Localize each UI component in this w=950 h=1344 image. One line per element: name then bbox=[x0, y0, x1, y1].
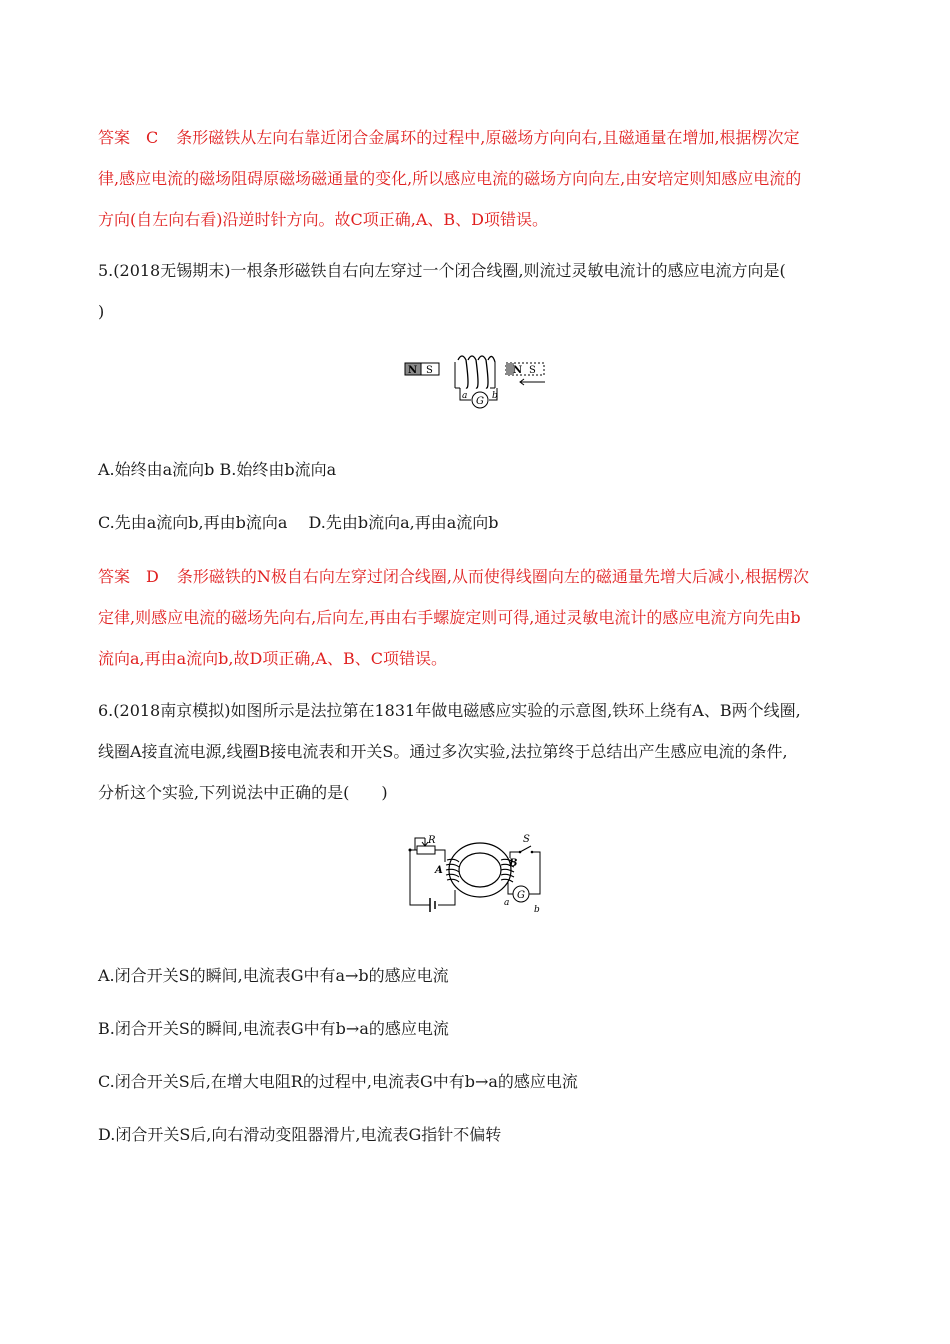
q6-stem-line-1: 6.(2018南京模拟)如图所示是法拉第在1831年做电磁感应实验的示意图,铁环上绕有A、B两个线圈, bbox=[98, 701, 801, 720]
resistor-label: R bbox=[428, 835, 436, 846]
switch-label: S bbox=[523, 834, 530, 845]
battery-icon bbox=[430, 898, 435, 912]
q6-stem-line-3: 分析这个实验,下列说法中正确的是( ) bbox=[98, 783, 388, 802]
q5-option-line-2: C.先由a流向b,再由b流向a D.先由b流向a,再由a流向b bbox=[98, 513, 499, 532]
junction-dot bbox=[409, 849, 412, 852]
q6-option-d-text: D.闭合开关S后,向右滑动变阻器滑片,电流表G指针不偏转 bbox=[98, 1125, 502, 1144]
q5-answer bbox=[98, 556, 858, 679]
q5-stem-line-2: ) bbox=[98, 302, 105, 321]
q6-stem-line-2: 线圈A接直流电源,线圈B接电流表和开关S。通过多次实验,法拉第终于总结出产生感应电流的条件, bbox=[98, 742, 788, 761]
terminal-b-label: b bbox=[492, 391, 498, 401]
answer-key: 答案 bbox=[98, 128, 131, 147]
q6-option-a bbox=[98, 955, 858, 996]
q5-stem-line-1: 5.(2018无锡期末)一根条形磁铁自右向左穿过一个闭合线圈,则流过灵敏电流计的感应电流方向是( bbox=[98, 261, 786, 280]
meter-label: G bbox=[476, 396, 484, 407]
terminal-b-label: b bbox=[534, 905, 540, 914]
terminal-a-label: a bbox=[504, 898, 510, 908]
q5-option-cd bbox=[98, 502, 858, 543]
magnet-right-n-label: N bbox=[513, 365, 523, 376]
q4-answer-line-3: 方向(自左向右看)沿逆时针方向。故C项正确,A、B、D项错误。 bbox=[98, 210, 548, 229]
arrow-left-icon bbox=[520, 379, 545, 385]
coil-a-windings bbox=[446, 859, 459, 882]
switch-icon bbox=[520, 846, 531, 852]
iron-ring-inner bbox=[459, 853, 501, 887]
answer-key: 答案 bbox=[98, 567, 131, 586]
coil-a-label: A bbox=[435, 865, 443, 876]
coil-b-label: B bbox=[509, 858, 518, 869]
q5-answer-line-1 bbox=[98, 556, 858, 597]
q5-option-ab bbox=[98, 449, 858, 490]
magnet-left-s-label: S bbox=[426, 365, 433, 376]
q6-option-b bbox=[98, 1008, 858, 1049]
magnet-right-s-label: S bbox=[529, 365, 536, 376]
answer-letter: D bbox=[146, 567, 159, 586]
coil-a-circuit-wire bbox=[410, 850, 455, 905]
q6-option-c bbox=[98, 1061, 858, 1102]
answer-text: 条形磁铁从左向右靠近闭合金属环的过程中,原磁场方向向右,且磁通量在增加,根据楞次定 bbox=[176, 128, 800, 147]
q5-answer-line-3: 流向a,再由a流向b,故D项正确,A、B、C项错误。 bbox=[98, 649, 447, 668]
q5-option-line-1: A.始终由a流向b B.始终由b流向a bbox=[98, 460, 337, 479]
rheostat-icon bbox=[417, 846, 435, 854]
q6-option-a-text: A.闭合开关S的瞬间,电流表G中有a→b的感应电流 bbox=[98, 966, 449, 985]
meter-wire bbox=[508, 882, 513, 894]
q4-answer-line-2: 律,感应电流的磁场阻碍原磁场磁通量的变化,所以感应电流的磁场方向向左,由安培定则知感应电流的 bbox=[98, 169, 802, 188]
magnet-left-n-label: N bbox=[408, 365, 418, 376]
switch-contact-right bbox=[531, 851, 534, 854]
switch-contact-left bbox=[519, 851, 522, 854]
coil-windings bbox=[458, 356, 495, 388]
coil-frame bbox=[455, 362, 495, 388]
q5-figure bbox=[400, 350, 550, 412]
q6-option-c-text: C.闭合开关S后,在增大电阻R的过程中,电流表G中有b→a的感应电流 bbox=[98, 1072, 578, 1091]
q4-answer bbox=[98, 117, 858, 240]
q6-option-d bbox=[98, 1114, 858, 1155]
q5-answer-line-2: 定律,则感应电流的磁场先向右,后向左,再由右手螺旋定则可得,通过灵敏电流计的感应电流方向先由b bbox=[98, 608, 801, 627]
answer-text: 条形磁铁的N极自右向左穿过闭合线圈,从而使得线圈向左的磁通量先增大后减小,根据楞次 bbox=[176, 567, 810, 586]
q4-answer-line-1 bbox=[98, 117, 858, 158]
answer-letter: C bbox=[146, 128, 159, 147]
meter-label: G bbox=[517, 890, 525, 901]
q5-stem bbox=[98, 250, 858, 332]
q6-figure bbox=[405, 832, 550, 914]
q6-stem bbox=[98, 690, 858, 813]
terminal-a-label: a bbox=[462, 391, 468, 401]
q6-option-b-text: B.闭合开关S的瞬间,电流表G中有b→a的感应电流 bbox=[98, 1019, 449, 1038]
